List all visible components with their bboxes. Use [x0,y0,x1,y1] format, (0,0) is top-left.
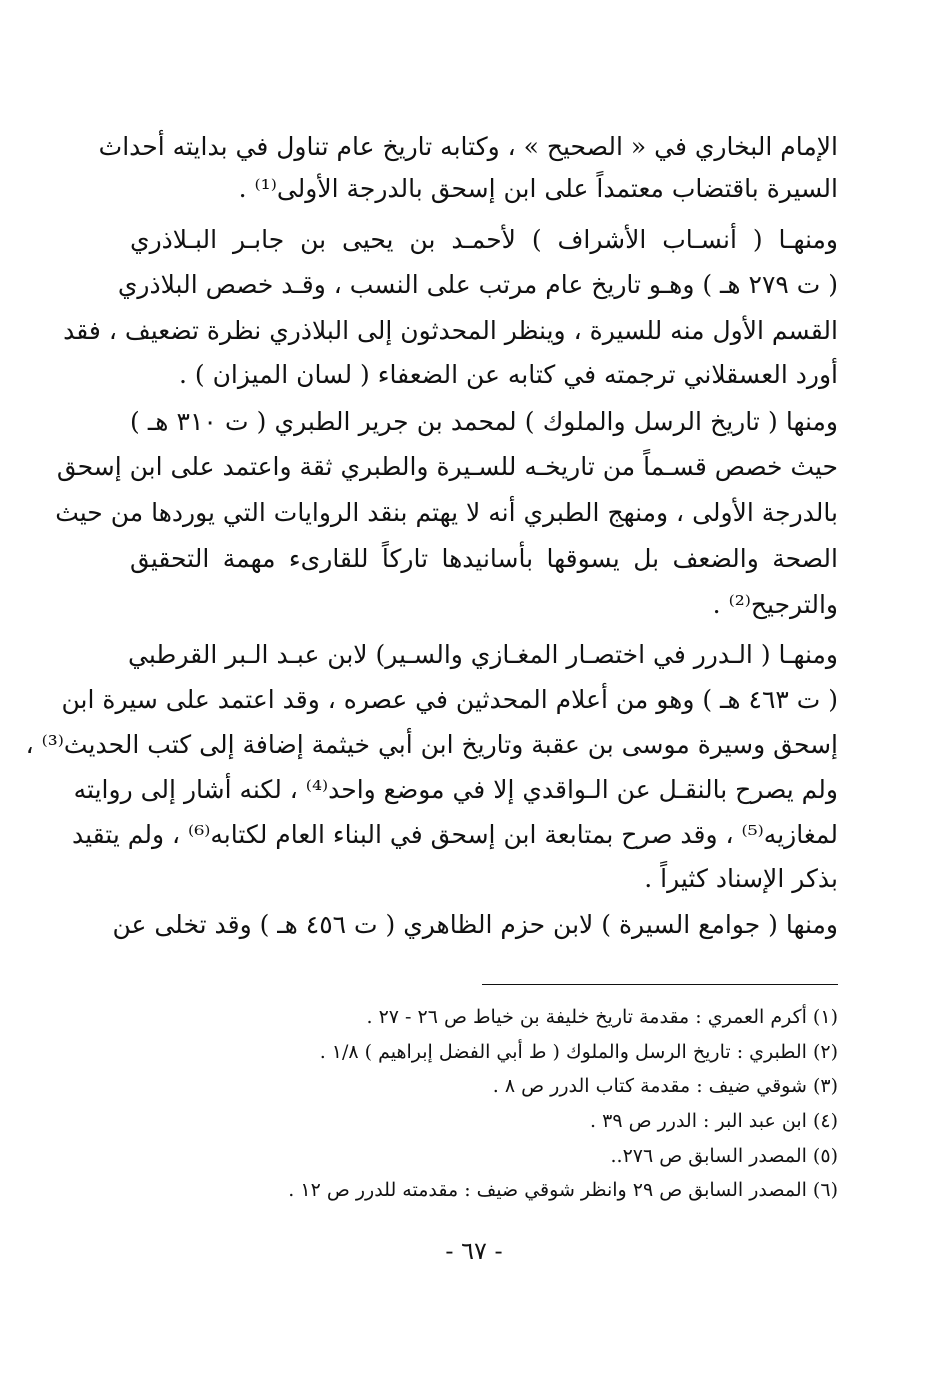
body-line: ومنها ( جوامع السيرة ) لابن حزم الظاهري ( ت ٤٥٦ هـ ) وقد تخلى عن [112,910,838,939]
footnote: (٥) المصدر السابق ص ٢٧٦.. [610,1145,838,1167]
body-line: حيث خصص قسـماً من تاريخـه للسـيرة والطبري ثقة واعتمد على ابن إسحق [56,452,838,481]
body-line: ( ت ٤٦٣ هـ ) وهو من أعلام المحدثين في عصره ، وقد اعتمد على سيرة ابن [61,685,838,714]
body-line: ( ت ٢٧٩ هـ ) وهـو تاريخ عام مرتب على النسب ، وقـد خصص البلاذري [117,270,838,299]
footnote: (٦) المصدر السابق ص ٢٩ وانظر شوقي ضيف : مقدمته للدرر ص ١٢ . [288,1179,838,1201]
body-line: بالدرجة الأولى ، ومنهج الطبري أنه لا يهتم بنقد الروايات التي يوردها من حيث [55,498,838,527]
body-line: ومنهـا ( الـدرر في اختصـار المغـازي والسـير) لابن عبـد الـبر القرطبي [128,640,838,669]
footnote: (١) أكرم العمري : مقدمة تاريخ خليفة بن خياط ص ٢٦ - ٢٧ . [366,1006,838,1028]
body-line: ولم يصرح بالنقـل عن الـواقدي إلا في موضع واحد⁽⁴⁾ ، لكنه أشار إلى روايته [73,775,838,804]
footnote: (٤) ابن عبد البر : الدرر ص ٣٩ . [590,1110,838,1132]
body-line: والترجيح⁽²⁾ . [712,590,838,619]
footnote: (٢) الطبري : تاريخ الرسل والملوك ( ط أبي الفضل إبراهيم ) ١/٨ . [319,1041,838,1063]
footnote: (٣) شوقي ضيف : مقدمة كتاب الدرر ص ٨ . [492,1075,838,1097]
page-number: - ٦٧ - [445,1237,503,1265]
body-line: الإمام البخاري في « الصحيح » ، وكتابه تاريخ عام تناول في بدايته أحداث [98,132,838,161]
footnote-separator [482,984,838,985]
body-line: بذكر الإسناد كثيراً . [644,864,838,893]
body-line: ومنها ( تاريخ الرسل والملوك ) لمحمد بن جرير الطبري ( ت ٣١٠ هـ ) [130,407,838,436]
body-line: أورد العسقلاني ترجمته في كتابه عن الضعفاء ( لسان الميزان ) . [178,360,838,389]
body-line: إسحق وسيرة موسى بن عقبة وتاريخ ابن أبي خيثمة إضافة إلى كتب الحديث⁽³⁾ ، [25,730,838,759]
body-line: ومنهـا ( أنسـاب الأشراف ) لأحمـد بن يحيى بن جابـر البـلاذري [130,225,838,254]
body-line: القسم الأول منه للسيرة ، وينظر المحدثون إلى البلاذري نظرة تضعيف ، فقد [63,316,838,345]
body-line: الصحة والضعف بل يسوقها بأسانيدها تاركاً للقارىء مهمة التحقيق [130,544,838,573]
body-line: لمغازيه⁽⁵⁾ ، وقد صرح بمتابعة ابن إسحق في البناء العام لكتابه⁽⁶⁾ ، ولم يتقيد [71,820,838,849]
body-line: السيرة باقتضاب معتمداً على ابن إسحق بالدرجة الأولى⁽¹⁾ . [238,174,838,203]
